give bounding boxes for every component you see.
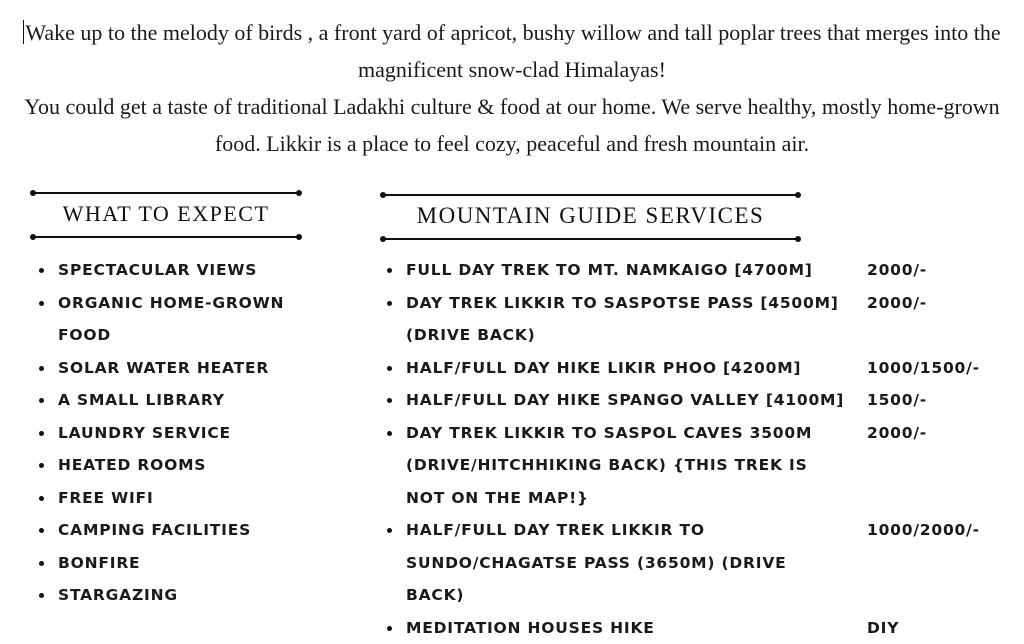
bullet-icon xyxy=(387,626,392,631)
service-name: HALF/FULL DAY TREK LIKKIR TO SUNDO/CHAGATSE PASS (3650M) (DRIVE BACK) xyxy=(406,514,846,612)
bullet-icon xyxy=(387,301,392,306)
service-price: 1500/- xyxy=(867,384,927,417)
bullet-icon xyxy=(39,463,44,468)
service-name: DAY TREK LIKKIR TO SASPOL CAVES 3500M (DRIVE/HITCHHIKING BACK) {THIS TREK IS NOT ON THE MAP!} xyxy=(406,417,846,515)
divider-bottom xyxy=(33,236,299,238)
service-item xyxy=(382,287,1002,352)
bullet-icon xyxy=(387,528,392,533)
service-price: 2000/- xyxy=(867,254,927,287)
bullet-icon xyxy=(387,398,392,403)
service-name: HALF/FULL DAY HIKE LIKIR PHOO [4200M] xyxy=(406,352,846,385)
divider-top xyxy=(383,194,798,196)
list-item: A SMALL LIBRARY xyxy=(34,384,324,417)
service-name: MEDITATION HOUSES HIKE xyxy=(406,612,846,644)
bullet-icon xyxy=(387,268,392,273)
bullet-icon xyxy=(39,398,44,403)
list-item: HEATED ROOMS xyxy=(34,449,324,482)
service-name: DAY TREK LIKKIR TO SASPOTSE PASS [4500M] (DRIVE BACK) xyxy=(406,287,846,352)
list-item: CAMPING FACILITIES xyxy=(34,514,324,547)
service-name: FULL DAY TREK TO MT. NAMKAIGO [4700M] xyxy=(406,254,846,287)
bullet-icon xyxy=(39,561,44,566)
bullet-icon xyxy=(387,366,392,371)
bullet-icon xyxy=(39,528,44,533)
bullet-icon xyxy=(39,366,44,371)
service-item xyxy=(382,514,1002,612)
bullet-icon xyxy=(39,268,44,273)
bullet-icon xyxy=(39,593,44,598)
what-to-expect-heading xyxy=(33,192,299,238)
service-price: DIY xyxy=(867,612,899,644)
bullet-icon xyxy=(39,301,44,306)
divider-bottom xyxy=(383,238,798,240)
expect-list xyxy=(34,254,324,612)
list-item: SOLAR WATER HEATER xyxy=(34,352,324,385)
service-item xyxy=(382,384,1002,417)
bullet-icon xyxy=(39,431,44,436)
bullet-icon xyxy=(39,496,44,501)
guide-services-list xyxy=(382,254,1002,644)
list-item: FREE WIFI xyxy=(34,482,324,515)
service-item xyxy=(382,417,1002,515)
intro-text xyxy=(20,14,1004,162)
mountain-guide-heading xyxy=(383,194,798,240)
intro-paragraph-2: You could get a taste of traditional Ladakhi culture & food at our home. We serve healthy, mostly home-grown food. Likkir is a place to feel cozy, peaceful and fresh mountain air. xyxy=(20,88,1004,162)
service-name: HALF/FULL DAY HIKE SPANGO VALLEY [4100M] xyxy=(406,384,846,417)
service-item xyxy=(382,352,1002,385)
service-item xyxy=(382,254,1002,287)
service-price: 2000/- xyxy=(867,417,927,450)
section-title: WHAT TO EXPECT xyxy=(33,201,299,227)
service-price: 1000/2000/- xyxy=(867,514,980,547)
list-item: ORGANIC HOME-GROWN FOOD xyxy=(34,287,324,352)
list-item: SPECTACULAR VIEWS xyxy=(34,254,324,287)
section-title: MOUNTAIN GUIDE SERVICES xyxy=(383,203,798,229)
list-item: STARGAZING xyxy=(34,579,324,612)
list-item: LAUNDRY SERVICE xyxy=(34,417,324,450)
service-price: 2000/- xyxy=(867,287,927,320)
divider-top xyxy=(33,192,299,194)
intro-paragraph-1: Wake up to the melody of birds , a front yard of apricot, bushy willow and tall poplar trees that merges into the magnificent snow-clad Himalayas! xyxy=(20,14,1004,88)
list-item: BONFIRE xyxy=(34,547,324,580)
service-price: 1000/1500/- xyxy=(867,352,980,385)
bullet-icon xyxy=(387,431,392,436)
